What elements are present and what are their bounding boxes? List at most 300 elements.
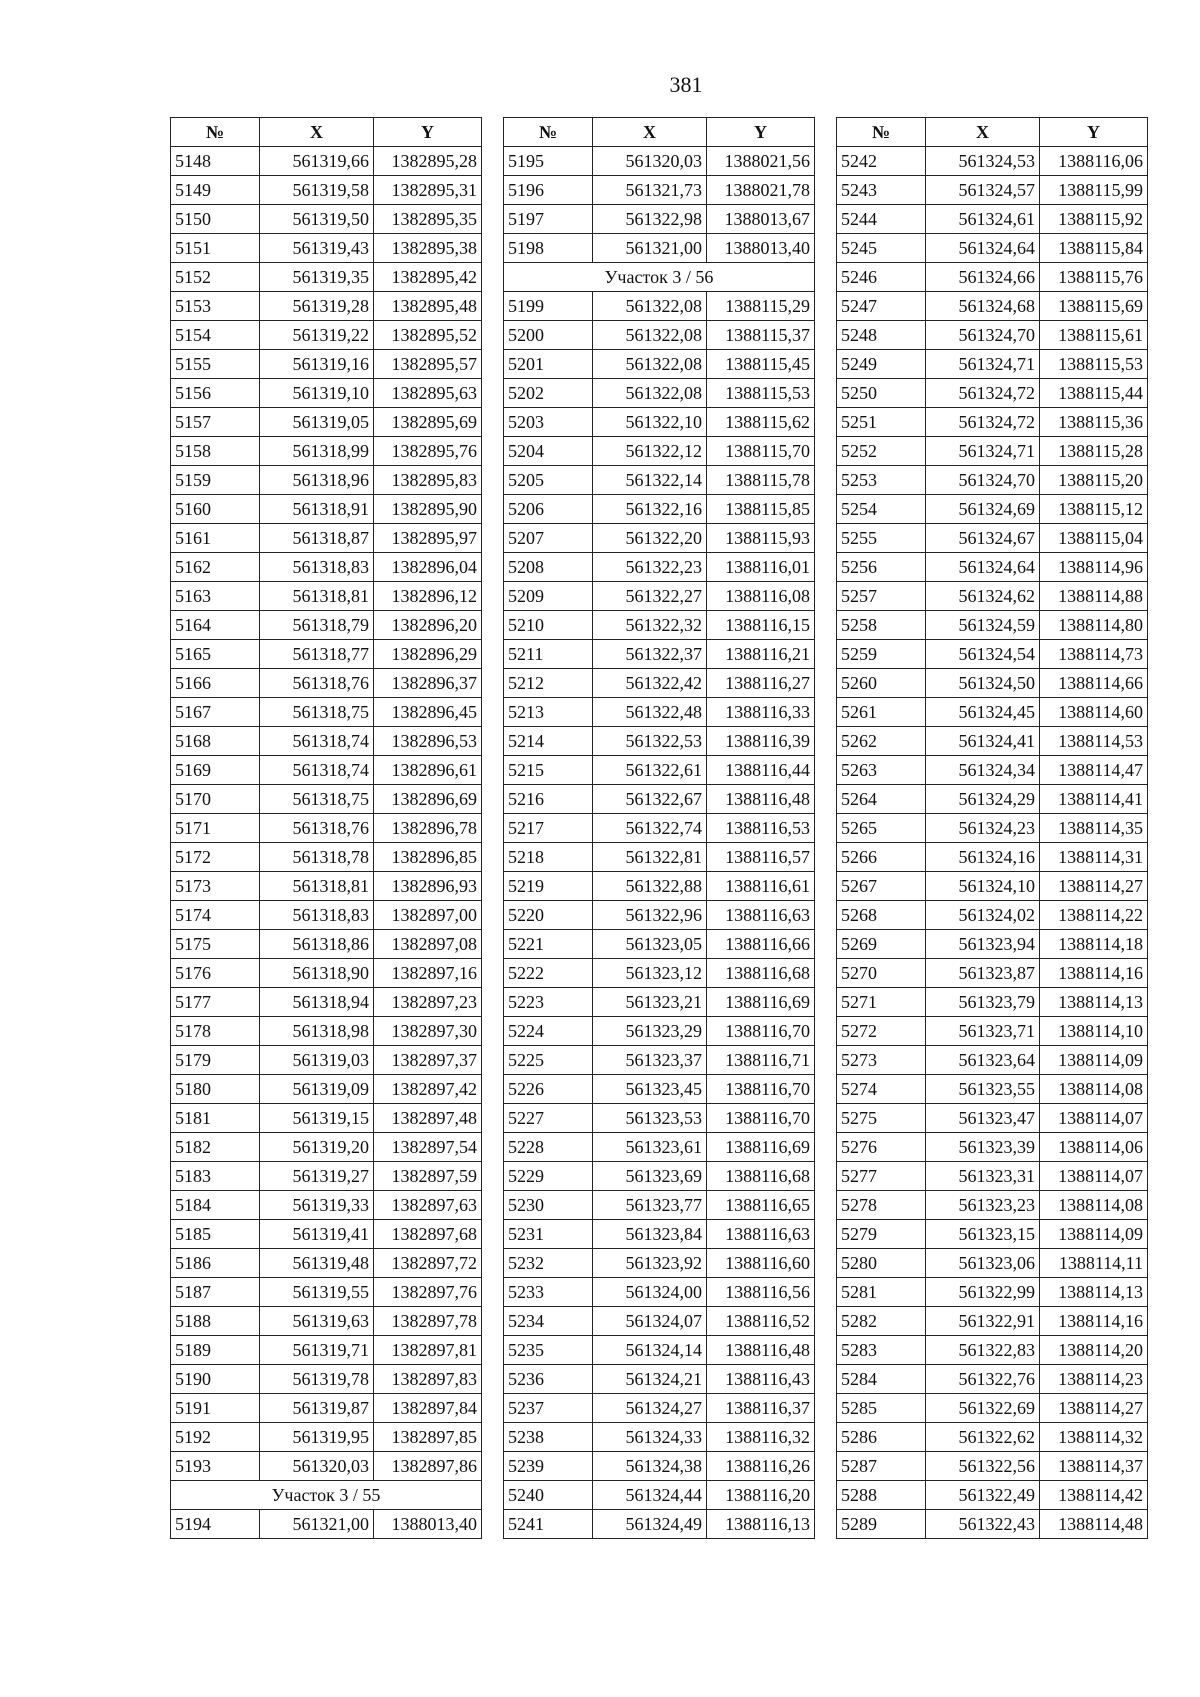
- table-row: [837, 843, 1148, 872]
- table-row: [504, 959, 815, 988]
- point-number: 5289: [837, 1510, 926, 1539]
- table-body: [504, 147, 815, 1539]
- header-row: [837, 118, 1148, 147]
- y-coordinate: 1382897,37: [374, 1046, 482, 1075]
- point-number: 5238: [504, 1423, 593, 1452]
- x-coordinate: 561318,81: [260, 872, 374, 901]
- y-coordinate: 1382897,42: [374, 1075, 482, 1104]
- table-row: [837, 379, 1148, 408]
- y-coordinate: 1388115,37: [707, 321, 815, 350]
- x-coordinate: 561324,21: [593, 1365, 707, 1394]
- table-row: [504, 1307, 815, 1336]
- table-row: [504, 176, 815, 205]
- point-number: 5160: [171, 495, 260, 524]
- point-number: 5196: [504, 176, 593, 205]
- y-coordinate: 1388116,65: [707, 1191, 815, 1220]
- y-coordinate: 1388116,33: [707, 698, 815, 727]
- x-coordinate: 561322,20: [593, 524, 707, 553]
- y-coordinate: 1382897,48: [374, 1104, 482, 1133]
- point-number: 5152: [171, 263, 260, 292]
- x-coordinate: 561322,88: [593, 872, 707, 901]
- point-number: 5253: [837, 466, 926, 495]
- table-row: [837, 1104, 1148, 1133]
- point-number: 5210: [504, 611, 593, 640]
- table-row: [504, 727, 815, 756]
- x-coordinate: 561322,61: [593, 756, 707, 785]
- table-row: [837, 408, 1148, 437]
- point-number: 5159: [171, 466, 260, 495]
- point-number: 5247: [837, 292, 926, 321]
- x-coordinate: 561319,27: [260, 1162, 374, 1191]
- point-number: 5185: [171, 1220, 260, 1249]
- y-coordinate: 1388115,04: [1040, 524, 1148, 553]
- coordinates-table-1: [170, 117, 482, 1539]
- table-row: [837, 727, 1148, 756]
- x-coordinate: 561322,83: [926, 1336, 1040, 1365]
- x-coordinate: 561323,31: [926, 1162, 1040, 1191]
- point-number: 5278: [837, 1191, 926, 1220]
- y-coordinate: 1382897,76: [374, 1278, 482, 1307]
- x-coordinate: 561324,33: [593, 1423, 707, 1452]
- x-coordinate: 561322,69: [926, 1394, 1040, 1423]
- y-coordinate: 1388116,08: [707, 582, 815, 611]
- table-row: [837, 611, 1148, 640]
- x-coordinate: 561320,03: [260, 1452, 374, 1481]
- table-row: [837, 466, 1148, 495]
- x-coordinate: 561324,54: [926, 640, 1040, 669]
- y-coordinate: 1388115,29: [707, 292, 815, 321]
- table-row: [504, 1017, 815, 1046]
- x-coordinate: 561324,00: [593, 1278, 707, 1307]
- table-row: [171, 350, 482, 379]
- x-coordinate: 561324,07: [593, 1307, 707, 1336]
- y-coordinate: 1382896,12: [374, 582, 482, 611]
- point-number: 5218: [504, 843, 593, 872]
- point-number: 5186: [171, 1249, 260, 1278]
- point-number: 5154: [171, 321, 260, 350]
- point-number: 5164: [171, 611, 260, 640]
- header-num: №: [504, 118, 593, 147]
- header-y: Y: [1040, 118, 1148, 147]
- x-coordinate: 561318,77: [260, 640, 374, 669]
- table-row: [171, 1017, 482, 1046]
- x-coordinate: 561323,61: [593, 1133, 707, 1162]
- y-coordinate: 1382895,38: [374, 234, 482, 263]
- y-coordinate: 1388115,45: [707, 350, 815, 379]
- point-number: 5166: [171, 669, 260, 698]
- point-number: 5243: [837, 176, 926, 205]
- y-coordinate: 1382897,16: [374, 959, 482, 988]
- y-coordinate: 1388116,70: [707, 1017, 815, 1046]
- y-coordinate: 1382896,53: [374, 727, 482, 756]
- point-number: 5199: [504, 292, 593, 321]
- coordinates-table-3: [836, 117, 1148, 1539]
- y-coordinate: 1388114,48: [1040, 1510, 1148, 1539]
- x-coordinate: 561324,62: [926, 582, 1040, 611]
- point-number: 5203: [504, 408, 593, 437]
- table-row: [837, 756, 1148, 785]
- point-number: 5174: [171, 901, 260, 930]
- point-number: 5274: [837, 1075, 926, 1104]
- table-row: [504, 872, 815, 901]
- x-coordinate: 561322,96: [593, 901, 707, 930]
- point-number: 5173: [171, 872, 260, 901]
- table-row: [837, 1046, 1148, 1075]
- section-label: Участок 3 / 56: [504, 263, 815, 292]
- x-coordinate: 561322,91: [926, 1307, 1040, 1336]
- table-row: [504, 147, 815, 176]
- x-coordinate: 561319,20: [260, 1133, 374, 1162]
- x-coordinate: 561319,10: [260, 379, 374, 408]
- point-number: 5153: [171, 292, 260, 321]
- point-number: 5165: [171, 640, 260, 669]
- point-number: 5252: [837, 437, 926, 466]
- point-number: 5267: [837, 872, 926, 901]
- y-coordinate: 1388114,20: [1040, 1336, 1148, 1365]
- x-coordinate: 561322,98: [593, 205, 707, 234]
- y-coordinate: 1388114,23: [1040, 1365, 1148, 1394]
- table-row: [837, 814, 1148, 843]
- y-coordinate: 1388114,27: [1040, 872, 1148, 901]
- x-coordinate: 561322,81: [593, 843, 707, 872]
- table-row: [171, 1075, 482, 1104]
- point-number: 5224: [504, 1017, 593, 1046]
- x-coordinate: 561324,34: [926, 756, 1040, 785]
- table-row: [504, 640, 815, 669]
- point-number: 5233: [504, 1278, 593, 1307]
- x-coordinate: 561324,66: [926, 263, 1040, 292]
- table-row: [504, 1191, 815, 1220]
- point-number: 5171: [171, 814, 260, 843]
- table-row: [171, 437, 482, 466]
- point-number: 5182: [171, 1133, 260, 1162]
- table-row: [504, 1249, 815, 1278]
- table-row: [837, 1191, 1148, 1220]
- table-row: [171, 872, 482, 901]
- table-row: [171, 1452, 482, 1481]
- point-number: 5272: [837, 1017, 926, 1046]
- table-row: [171, 466, 482, 495]
- x-coordinate: 561324,71: [926, 350, 1040, 379]
- point-number: 5167: [171, 698, 260, 727]
- x-coordinate: 561318,87: [260, 524, 374, 553]
- table-row: [837, 1249, 1148, 1278]
- table-row: [171, 263, 482, 292]
- table-row: [504, 756, 815, 785]
- y-coordinate: 1388114,35: [1040, 814, 1148, 843]
- table-row: [837, 1075, 1148, 1104]
- y-coordinate: 1382897,23: [374, 988, 482, 1017]
- table-row: [837, 1162, 1148, 1191]
- x-coordinate: 561319,35: [260, 263, 374, 292]
- point-number: 5235: [504, 1336, 593, 1365]
- y-coordinate: 1388114,66: [1040, 669, 1148, 698]
- point-number: 5276: [837, 1133, 926, 1162]
- y-coordinate: 1388114,96: [1040, 553, 1148, 582]
- table-row: [504, 1075, 815, 1104]
- table-row: [837, 1394, 1148, 1423]
- y-coordinate: 1382897,08: [374, 930, 482, 959]
- y-coordinate: 1388116,39: [707, 727, 815, 756]
- y-coordinate: 1388115,93: [707, 524, 815, 553]
- table-row: [504, 1452, 815, 1481]
- table-row: [837, 1452, 1148, 1481]
- x-coordinate: 561318,99: [260, 437, 374, 466]
- table-row: [504, 1423, 815, 1452]
- y-coordinate: 1382896,37: [374, 669, 482, 698]
- x-coordinate: 561319,55: [260, 1278, 374, 1307]
- point-number: 5240: [504, 1481, 593, 1510]
- y-coordinate: 1388114,73: [1040, 640, 1148, 669]
- y-coordinate: 1388116,06: [1040, 147, 1148, 176]
- x-coordinate: 561322,08: [593, 292, 707, 321]
- table-row: [171, 669, 482, 698]
- point-number: 5222: [504, 959, 593, 988]
- x-coordinate: 561318,75: [260, 698, 374, 727]
- table-row: [171, 1046, 482, 1075]
- y-coordinate: 1388114,31: [1040, 843, 1148, 872]
- table-row: [837, 582, 1148, 611]
- y-coordinate: 1388116,70: [707, 1075, 815, 1104]
- y-coordinate: 1388114,42: [1040, 1481, 1148, 1510]
- x-coordinate: 561323,71: [926, 1017, 1040, 1046]
- table-row: [504, 901, 815, 930]
- table-row: [504, 321, 815, 350]
- table-row: [837, 785, 1148, 814]
- x-coordinate: 561323,45: [593, 1075, 707, 1104]
- point-number: 5263: [837, 756, 926, 785]
- point-number: 5229: [504, 1162, 593, 1191]
- point-number: 5170: [171, 785, 260, 814]
- point-number: 5231: [504, 1220, 593, 1249]
- x-coordinate: 561323,37: [593, 1046, 707, 1075]
- y-coordinate: 1382896,45: [374, 698, 482, 727]
- point-number: 5158: [171, 437, 260, 466]
- y-coordinate: 1388114,13: [1040, 1278, 1148, 1307]
- x-coordinate: 561324,72: [926, 408, 1040, 437]
- y-coordinate: 1388114,53: [1040, 727, 1148, 756]
- table-row: [837, 553, 1148, 582]
- point-number: 5212: [504, 669, 593, 698]
- table-row: [171, 756, 482, 785]
- y-coordinate: 1388114,18: [1040, 930, 1148, 959]
- point-number: 5208: [504, 553, 593, 582]
- point-number: 5198: [504, 234, 593, 263]
- table-row: [171, 1423, 482, 1452]
- x-coordinate: 561324,16: [926, 843, 1040, 872]
- y-coordinate: 1382895,31: [374, 176, 482, 205]
- x-coordinate: 561322,62: [926, 1423, 1040, 1452]
- point-number: 5285: [837, 1394, 926, 1423]
- x-coordinate: 561319,50: [260, 205, 374, 234]
- x-coordinate: 561324,64: [926, 553, 1040, 582]
- point-number: 5187: [171, 1278, 260, 1307]
- point-number: 5178: [171, 1017, 260, 1046]
- point-number: 5279: [837, 1220, 926, 1249]
- point-number: 5225: [504, 1046, 593, 1075]
- point-number: 5271: [837, 988, 926, 1017]
- x-coordinate: 561322,56: [926, 1452, 1040, 1481]
- x-coordinate: 561319,03: [260, 1046, 374, 1075]
- point-number: 5183: [171, 1162, 260, 1191]
- table-row: [171, 843, 482, 872]
- y-coordinate: 1388114,60: [1040, 698, 1148, 727]
- header-x: X: [593, 118, 707, 147]
- x-coordinate: 561322,27: [593, 582, 707, 611]
- table-row: [504, 1394, 815, 1423]
- table-body: [171, 147, 482, 1539]
- y-coordinate: 1388114,16: [1040, 959, 1148, 988]
- table-row: [171, 611, 482, 640]
- table-row: [837, 350, 1148, 379]
- table-row: [504, 1365, 815, 1394]
- y-coordinate: 1388115,28: [1040, 437, 1148, 466]
- y-coordinate: 1388114,06: [1040, 1133, 1148, 1162]
- x-coordinate: 561319,22: [260, 321, 374, 350]
- y-coordinate: 1388116,15: [707, 611, 815, 640]
- x-coordinate: 561323,87: [926, 959, 1040, 988]
- y-coordinate: 1382895,97: [374, 524, 482, 553]
- y-coordinate: 1388116,61: [707, 872, 815, 901]
- table-row: [837, 1278, 1148, 1307]
- table-row: [504, 698, 815, 727]
- point-number: 5232: [504, 1249, 593, 1278]
- x-coordinate: 561324,23: [926, 814, 1040, 843]
- x-coordinate: 561323,23: [926, 1191, 1040, 1220]
- x-coordinate: 561318,75: [260, 785, 374, 814]
- x-coordinate: 561319,71: [260, 1336, 374, 1365]
- x-coordinate: 561318,83: [260, 901, 374, 930]
- point-number: 5150: [171, 205, 260, 234]
- y-coordinate: 1382896,78: [374, 814, 482, 843]
- y-coordinate: 1388013,40: [374, 1510, 482, 1539]
- y-coordinate: 1388115,53: [1040, 350, 1148, 379]
- table-row: [837, 669, 1148, 698]
- section-label: Участок 3 / 55: [171, 1481, 482, 1510]
- y-coordinate: 1382897,54: [374, 1133, 482, 1162]
- point-number: 5281: [837, 1278, 926, 1307]
- point-number: 5177: [171, 988, 260, 1017]
- table-body: [837, 147, 1148, 1539]
- x-coordinate: 561322,53: [593, 727, 707, 756]
- point-number: 5214: [504, 727, 593, 756]
- x-coordinate: 561323,55: [926, 1075, 1040, 1104]
- point-number: 5241: [504, 1510, 593, 1539]
- table-row: [504, 1162, 815, 1191]
- y-coordinate: 1388115,62: [707, 408, 815, 437]
- y-coordinate: 1382895,63: [374, 379, 482, 408]
- table-row: [171, 1162, 482, 1191]
- y-coordinate: 1382895,42: [374, 263, 482, 292]
- x-coordinate: 561324,49: [593, 1510, 707, 1539]
- table-row: [837, 872, 1148, 901]
- y-coordinate: 1388114,37: [1040, 1452, 1148, 1481]
- x-coordinate: 561318,79: [260, 611, 374, 640]
- y-coordinate: 1388116,66: [707, 930, 815, 959]
- table-row: [171, 1307, 482, 1336]
- y-coordinate: 1388116,63: [707, 901, 815, 930]
- point-number: 5163: [171, 582, 260, 611]
- y-coordinate: 1388116,48: [707, 785, 815, 814]
- point-number: 5261: [837, 698, 926, 727]
- point-number: 5181: [171, 1104, 260, 1133]
- x-coordinate: 561322,08: [593, 350, 707, 379]
- y-coordinate: 1388021,56: [707, 147, 815, 176]
- x-coordinate: 561319,33: [260, 1191, 374, 1220]
- point-number: 5250: [837, 379, 926, 408]
- y-coordinate: 1382897,86: [374, 1452, 482, 1481]
- y-coordinate: 1388114,22: [1040, 901, 1148, 930]
- x-coordinate: 561319,15: [260, 1104, 374, 1133]
- point-number: 5216: [504, 785, 593, 814]
- x-coordinate: 561324,14: [593, 1336, 707, 1365]
- header-row: [504, 118, 815, 147]
- table-row: [171, 1133, 482, 1162]
- point-number: 5236: [504, 1365, 593, 1394]
- x-coordinate: 561324,64: [926, 234, 1040, 263]
- point-number: 5268: [837, 901, 926, 930]
- y-coordinate: 1382895,28: [374, 147, 482, 176]
- x-coordinate: 561322,10: [593, 408, 707, 437]
- x-coordinate: 561323,84: [593, 1220, 707, 1249]
- table-row: [504, 350, 815, 379]
- header-num: №: [837, 118, 926, 147]
- point-number: 5283: [837, 1336, 926, 1365]
- point-number: 5156: [171, 379, 260, 408]
- point-number: 5209: [504, 582, 593, 611]
- point-number: 5151: [171, 234, 260, 263]
- x-coordinate: 561322,76: [926, 1365, 1040, 1394]
- x-coordinate: 561324,10: [926, 872, 1040, 901]
- y-coordinate: 1388116,32: [707, 1423, 815, 1452]
- table-row: [837, 437, 1148, 466]
- y-coordinate: 1382895,69: [374, 408, 482, 437]
- point-number: 5188: [171, 1307, 260, 1336]
- table-row: [171, 1394, 482, 1423]
- header-row: [171, 118, 482, 147]
- header-x: X: [260, 118, 374, 147]
- x-coordinate: 561323,77: [593, 1191, 707, 1220]
- section-row: [171, 1481, 482, 1510]
- x-coordinate: 561318,96: [260, 466, 374, 495]
- point-number: 5206: [504, 495, 593, 524]
- table-row: [171, 524, 482, 553]
- point-number: 5230: [504, 1191, 593, 1220]
- point-number: 5207: [504, 524, 593, 553]
- table-row: [837, 263, 1148, 292]
- x-coordinate: 561322,74: [593, 814, 707, 843]
- y-coordinate: 1388116,63: [707, 1220, 815, 1249]
- coordinates-table-2: [503, 117, 815, 1539]
- x-coordinate: 561318,90: [260, 959, 374, 988]
- point-number: 5213: [504, 698, 593, 727]
- table-row: [504, 1336, 815, 1365]
- table-row: [837, 234, 1148, 263]
- x-coordinate: 561319,58: [260, 176, 374, 205]
- table-row: [171, 1104, 482, 1133]
- y-coordinate: 1388114,80: [1040, 611, 1148, 640]
- x-coordinate: 561322,16: [593, 495, 707, 524]
- x-coordinate: 561319,63: [260, 1307, 374, 1336]
- y-coordinate: 1388114,47: [1040, 756, 1148, 785]
- x-coordinate: 561318,83: [260, 553, 374, 582]
- table-row: [837, 901, 1148, 930]
- y-coordinate: 1388115,78: [707, 466, 815, 495]
- table-row: [171, 292, 482, 321]
- point-number: 5169: [171, 756, 260, 785]
- y-coordinate: 1388115,76: [1040, 263, 1148, 292]
- y-coordinate: 1382896,93: [374, 872, 482, 901]
